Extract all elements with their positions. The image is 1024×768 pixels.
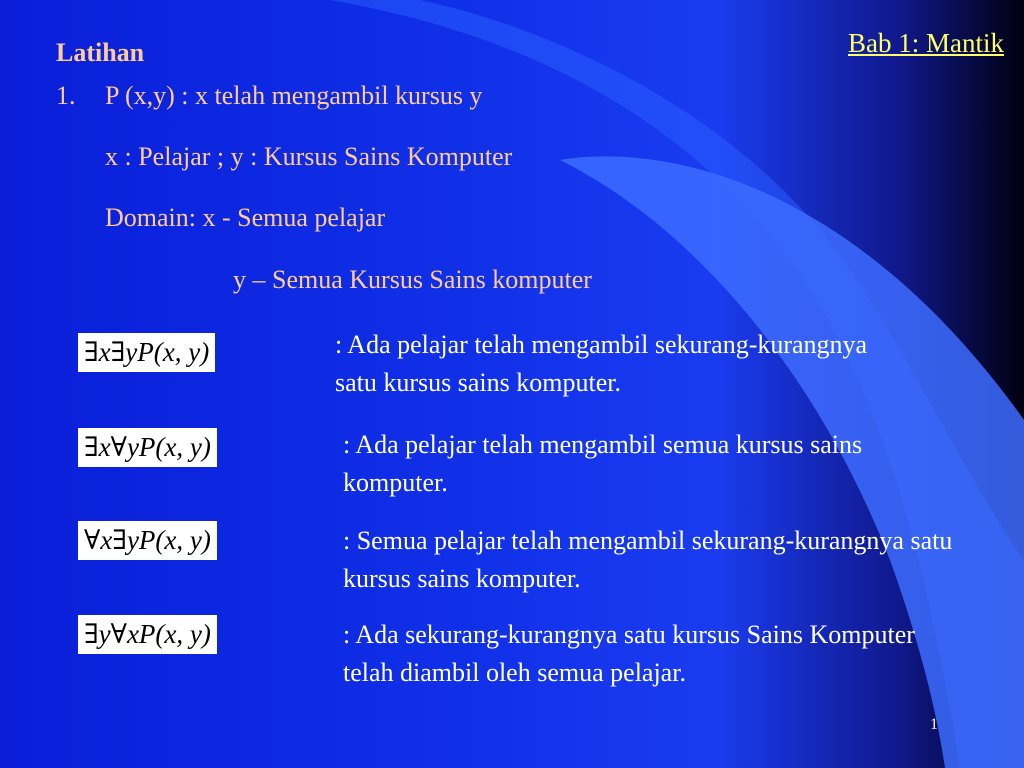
predicate-expression: P(x, y) xyxy=(138,432,211,462)
formula-description: : Ada sekurang-kurangnya satu kursus Sains Komputer telah diambil oleh semua pelajar. xyxy=(343,620,915,687)
chapter-title-link[interactable]: Bab 1: Mantik xyxy=(848,28,1004,58)
quantifier-variable: x xyxy=(126,619,139,649)
quantifier-variable: y xyxy=(98,619,111,649)
formula-box xyxy=(78,428,217,467)
domain-x: Domain: x - Semua pelajar xyxy=(105,203,386,232)
quantifier-variable: y xyxy=(126,432,139,462)
predicate-expression: P(x, y) xyxy=(137,337,210,367)
quantifier-symbol: ∀ xyxy=(110,619,127,649)
formula-box xyxy=(78,333,215,372)
domain-y: y – Semua Kursus Sains komputer xyxy=(233,265,592,294)
page-number: 1 xyxy=(930,716,938,733)
formula-box xyxy=(78,615,217,654)
predicate-expression: P(x, y) xyxy=(138,525,211,555)
formula-description: : Semua pelajar telah mengambil sekurang-kurangnya satu kursus sains komputer. xyxy=(343,526,953,593)
quantifier-symbol: ∀ xyxy=(110,432,127,462)
quantifier-variable: y xyxy=(125,337,138,367)
quantifier-variable: x xyxy=(98,337,111,367)
quantifier-symbol: ∃ xyxy=(84,619,99,649)
formula-description: : Ada pelajar telah mengambil sekurang-kurangnya satu kursus sains komputer. xyxy=(335,330,868,397)
quantifier-symbol: ∃ xyxy=(110,337,126,367)
variable-definition: x : Pelajar ; y : Kursus Sains Komputer xyxy=(105,142,513,171)
formula-box xyxy=(78,521,217,560)
quantifier-variable: x xyxy=(98,432,111,462)
quantifier-symbol: ∀ xyxy=(84,525,101,555)
formula-description: : Ada pelajar telah mengambil semua kursus sains komputer. xyxy=(343,430,863,497)
predicate-expression: P(x, y) xyxy=(138,619,211,649)
slide-heading: Latihan xyxy=(56,38,145,67)
quantifier-variable: y xyxy=(126,525,139,555)
quantifier-symbol: ∃ xyxy=(84,432,99,462)
quantifier-symbol: ∃ xyxy=(84,337,99,367)
quantifier-variable: x xyxy=(100,525,113,555)
quantifier-symbol: ∃ xyxy=(112,525,127,555)
item-number: 1. xyxy=(56,81,76,110)
predicate-definition: P (x,y) : x telah mengambil kursus y xyxy=(105,81,483,110)
